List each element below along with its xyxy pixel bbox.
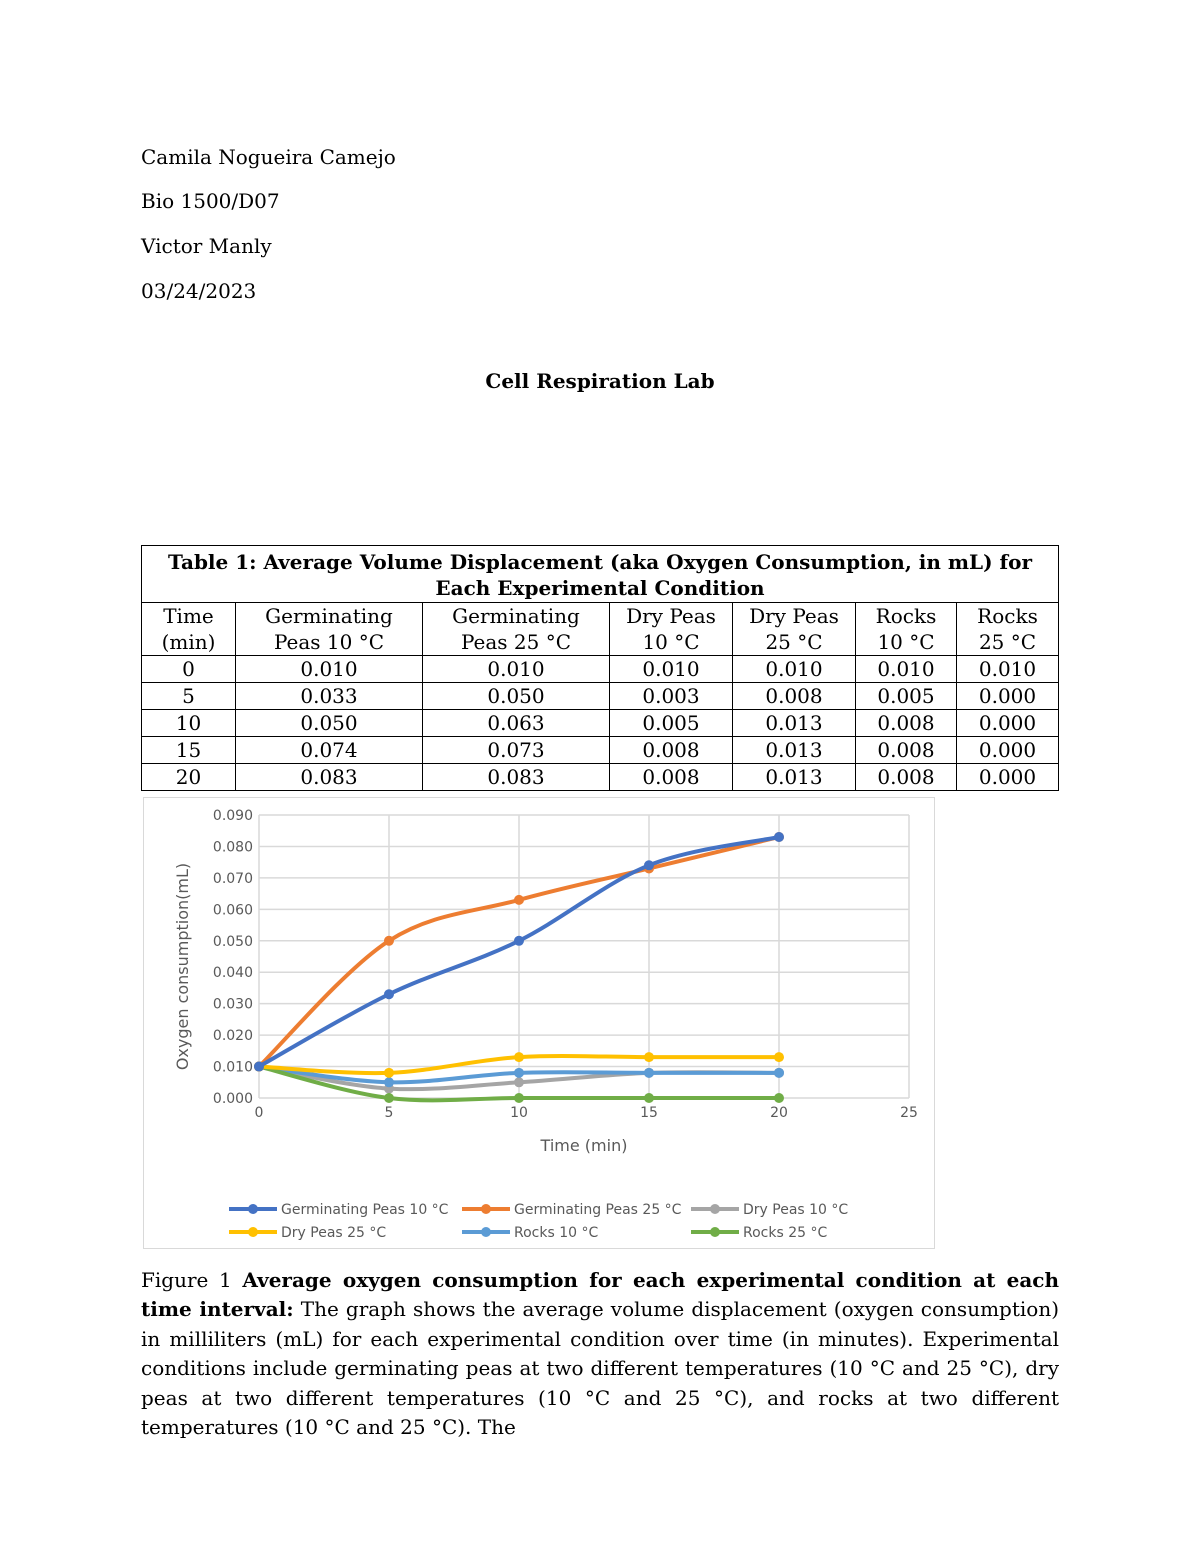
column-header: Rocks 25 °C xyxy=(957,603,1059,656)
table-cell: 0.000 xyxy=(957,764,1059,791)
document-title: Cell Respiration Lab xyxy=(485,369,715,393)
table-cell: 0.013 xyxy=(733,710,856,737)
data-point xyxy=(384,936,394,946)
report-date: 03/24/2023 xyxy=(141,279,257,303)
legend-label: Dry Peas 10 °C xyxy=(743,1202,849,1218)
table-row xyxy=(142,656,1059,683)
data-point xyxy=(514,1068,524,1078)
x-tick-label: 10 xyxy=(510,1105,528,1121)
data-point xyxy=(384,989,394,999)
table-row xyxy=(142,737,1059,764)
data-point xyxy=(384,1093,394,1103)
column-header: Rocks 10 °C xyxy=(856,603,957,656)
y-tick-label: 0.000 xyxy=(212,1091,253,1107)
data-point xyxy=(774,1068,784,1078)
data-point xyxy=(514,1077,524,1087)
instructor-name: Victor Manly xyxy=(141,234,272,258)
table-cell: 0.010 xyxy=(236,656,423,683)
table-cell: 0.008 xyxy=(856,710,957,737)
legend-marker xyxy=(248,1204,258,1214)
data-point xyxy=(384,1077,394,1087)
legend-marker xyxy=(481,1227,491,1237)
table-row xyxy=(142,764,1059,791)
table-cell: 0.083 xyxy=(236,764,423,791)
y-tick-label: 0.090 xyxy=(212,808,253,824)
y-tick-label: 0.070 xyxy=(212,870,253,887)
column-header: Dry Peas 25 °C xyxy=(733,603,856,656)
table-row xyxy=(142,683,1059,710)
table-cell: 0.008 xyxy=(733,683,856,710)
table-cell: 0.050 xyxy=(236,710,423,737)
figure-label: Figure 1 xyxy=(141,1268,232,1292)
x-tick-label: 25 xyxy=(900,1105,918,1121)
data-point xyxy=(644,1052,654,1062)
table-cell: 0.010 xyxy=(423,656,610,683)
table-cell: 0.063 xyxy=(423,710,610,737)
figure-caption-bold: Average oxygen consumption for each experimental condition at each time interval: xyxy=(141,1268,1059,1322)
legend-label: Rocks 10 °C xyxy=(514,1225,599,1241)
data-point xyxy=(644,1068,654,1078)
y-tick-label: 0.040 xyxy=(212,965,253,982)
legend-marker xyxy=(248,1227,258,1237)
table-cell: 10 xyxy=(142,710,236,737)
data-point xyxy=(514,1052,524,1062)
y-tick-label: 0.030 xyxy=(212,996,253,1013)
figure-caption-text: The graph shows the average volume displacement (oxygen consumption) in milliliters (mL) for each experimental condition over time (in minutes). Experimental conditions include germinating peas at two different temperatures (10 °C and 25 °C), dry peas at two different temperatures (10 °C and 25 °C), and rocks at two different temperatures (10 °C and 25 °C). The xyxy=(141,1297,1059,1440)
table-cell: 0.000 xyxy=(957,683,1059,710)
x-tick-label: 20 xyxy=(770,1105,788,1121)
y-tick-label: 0.060 xyxy=(212,902,253,919)
table-cell: 0.008 xyxy=(610,764,733,791)
y-tick-label: 0.050 xyxy=(212,933,253,950)
table-cell: 0.010 xyxy=(856,656,957,683)
data-table xyxy=(141,545,1059,791)
table-cell: 0.005 xyxy=(856,683,957,710)
column-header: Dry Peas 10 °C xyxy=(610,603,733,656)
legend-label: Rocks 25 °C xyxy=(743,1225,828,1241)
table-cell: 0.010 xyxy=(733,656,856,683)
legend-label: Germinating Peas 10 °C xyxy=(281,1202,449,1218)
table-caption: Table 1: Average Volume Displacement (aka Oxygen Consumption, in mL) for Each Experimental Condition xyxy=(142,546,1059,603)
table-cell: 0.008 xyxy=(610,737,733,764)
legend-marker xyxy=(710,1204,720,1214)
data-point xyxy=(254,1062,264,1072)
legend-marker xyxy=(481,1204,491,1214)
x-tick-label: 0 xyxy=(254,1105,264,1121)
y-axis-title: Oxygen consumption(mL) xyxy=(173,862,192,1071)
course-code: Bio 1500/D07 xyxy=(141,189,280,213)
data-point xyxy=(644,1093,654,1103)
legend-label: Dry Peas 25 °C xyxy=(281,1225,387,1241)
column-header: Germinating Peas 25 °C xyxy=(423,603,610,656)
x-axis-title: Time (min) xyxy=(540,1136,628,1155)
y-tick-label: 0.010 xyxy=(212,1059,253,1076)
legend-label: Germinating Peas 25 °C xyxy=(514,1202,682,1218)
table-cell: 0.000 xyxy=(957,737,1059,764)
table-cell: 15 xyxy=(142,737,236,764)
data-point xyxy=(774,1052,784,1062)
table-header-row xyxy=(142,603,1059,656)
table-cell: 0.008 xyxy=(856,737,957,764)
table-cell: 0.013 xyxy=(733,764,856,791)
table-cell: 0.074 xyxy=(236,737,423,764)
table-cell: 20 xyxy=(142,764,236,791)
x-tick-label: 5 xyxy=(384,1105,394,1121)
table-cell: 5 xyxy=(142,683,236,710)
chart-svg xyxy=(144,798,934,1248)
table-cell: 0 xyxy=(142,656,236,683)
author-name: Camila Nogueira Camejo xyxy=(141,145,396,169)
table-cell: 0.000 xyxy=(957,710,1059,737)
table-row xyxy=(142,710,1059,737)
column-header: Germinating Peas 10 °C xyxy=(236,603,423,656)
data-point xyxy=(514,895,524,905)
data-point xyxy=(514,1093,524,1103)
table-cell: 0.073 xyxy=(423,737,610,764)
table-cell: 0.083 xyxy=(423,764,610,791)
table-cell: 0.008 xyxy=(856,764,957,791)
table-cell: 0.005 xyxy=(610,710,733,737)
table-cell: 0.003 xyxy=(610,683,733,710)
table-cell: 0.013 xyxy=(733,737,856,764)
oxygen-consumption-chart xyxy=(143,797,935,1249)
data-point xyxy=(774,832,784,842)
figure-caption xyxy=(141,1266,1059,1442)
x-tick-label: 15 xyxy=(640,1105,658,1121)
y-tick-label: 0.080 xyxy=(212,839,253,856)
y-tick-label: 0.020 xyxy=(212,1028,253,1045)
table-cell: 0.010 xyxy=(957,656,1059,683)
table-cell: 0.033 xyxy=(236,683,423,710)
column-header: Time (min) xyxy=(142,603,236,656)
data-point xyxy=(384,1068,394,1078)
legend-marker xyxy=(710,1227,720,1237)
data-point xyxy=(774,1093,784,1103)
data-point xyxy=(644,860,654,870)
table-cell: 0.010 xyxy=(610,656,733,683)
data-point xyxy=(514,936,524,946)
table-cell: 0.050 xyxy=(423,683,610,710)
